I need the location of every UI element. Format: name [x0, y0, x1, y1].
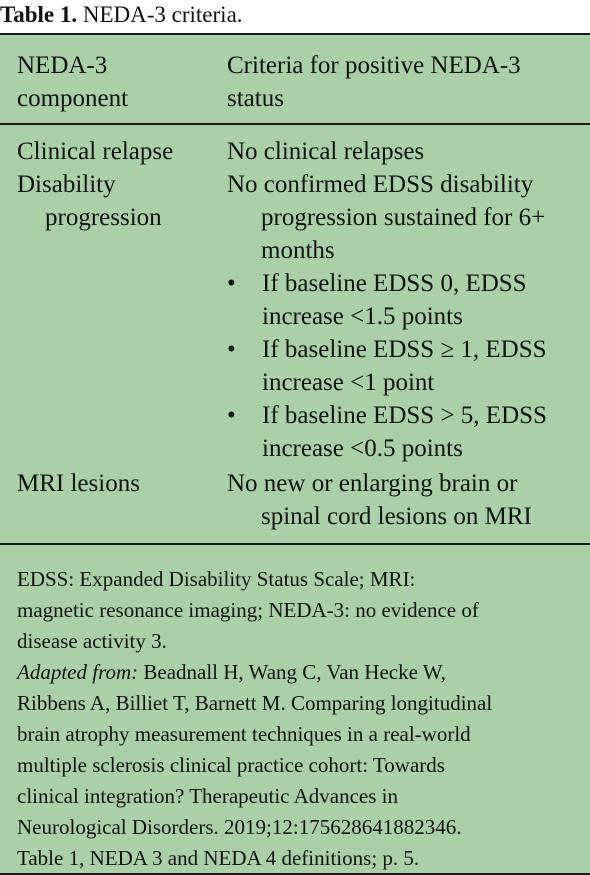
row-disability-component — [17, 168, 162, 234]
header-col1-line: NEDA-3 — [17, 52, 108, 79]
bullet-text — [262, 267, 527, 333]
header-col1-line: component — [17, 85, 129, 112]
row-relapse-criteria: No clinical relapses — [227, 138, 425, 165]
row-disability-criteria-line: progression sustained for 6+ — [261, 204, 546, 231]
row-disability-component-line: Disability — [17, 171, 116, 198]
bullet-line: If baseline EDSS > 5, EDSS — [262, 402, 547, 429]
bullet-line: increase <1.5 points — [262, 303, 463, 330]
table-top-rule — [0, 33, 590, 35]
bullet-item — [227, 399, 587, 465]
footnote-line: EDSS: Expanded Disability Status Scale; MRI: — [17, 567, 416, 591]
bullet-icon: • — [227, 336, 236, 363]
table-footnote — [17, 564, 492, 874]
header-col2-line: status — [227, 85, 284, 112]
row-disability-criteria — [227, 168, 545, 267]
header-rule — [0, 123, 590, 125]
footnote-line: clinical integration? Therapeutic Advances in — [17, 784, 398, 808]
table-caption-title: NEDA-3 criteria. — [82, 2, 243, 27]
bullet-icon: • — [227, 402, 236, 429]
footnote-line: Neurological Disorders. 2019;12:175628641882346. — [17, 815, 462, 839]
footnote-line: magnetic resonance imaging; NEDA-3: no evidence of — [17, 598, 479, 622]
bullet-line: increase <1 point — [262, 369, 435, 396]
row-mri-criteria — [227, 467, 532, 533]
criteria-table — [0, 33, 590, 875]
footnote-source-text: Beadnall H, Wang C, Van Hecke W, — [138, 660, 446, 684]
row-disability-criteria-line: months — [261, 237, 335, 264]
footnote-line: multiple sclerosis clinical practice cohort: Towards — [17, 753, 445, 777]
bullet-item — [227, 333, 587, 399]
footnote-source-label: Adapted from: — [17, 660, 139, 684]
bullet-text — [262, 399, 547, 465]
bullet-item — [227, 267, 587, 333]
row-mri-component: MRI lesions — [17, 470, 140, 497]
header-col2 — [227, 49, 521, 115]
row-relapse-component: Clinical relapse — [17, 138, 174, 165]
footnote-source-line — [17, 657, 492, 688]
bullet-icon: • — [227, 270, 236, 297]
footnote-line: Ribbens A, Billiet T, Barnett M. Comparing longitudinal — [17, 691, 493, 715]
footnote-line: brain atrophy measurement techniques in a real-world — [17, 722, 471, 746]
header-col1 — [17, 49, 128, 115]
row-mri-criteria-line: spinal cord lesions on MRI — [261, 503, 532, 530]
bullet-line: If baseline EDSS ≥ 1, EDSS — [262, 336, 547, 363]
table-caption — [0, 0, 243, 33]
bullet-line: If baseline EDSS 0, EDSS — [262, 270, 527, 297]
bullet-line: increase <0.5 points — [262, 435, 463, 462]
header-col2-line: Criteria for positive NEDA-3 — [227, 52, 521, 79]
footnote-line: disease activity 3. — [17, 629, 167, 653]
bullet-text — [262, 333, 547, 399]
footnote-line: Table 1, NEDA 3 and NEDA 4 definitions; p. 5. — [17, 846, 420, 870]
body-bottom-rule — [0, 543, 590, 545]
row-mri-criteria-line: No new or enlarging brain or — [227, 470, 518, 497]
row-disability-component-line: progression — [45, 204, 162, 231]
table-caption-label: Table 1. — [0, 2, 78, 27]
row-disability-criteria-line: No confirmed EDSS disability — [227, 171, 534, 198]
